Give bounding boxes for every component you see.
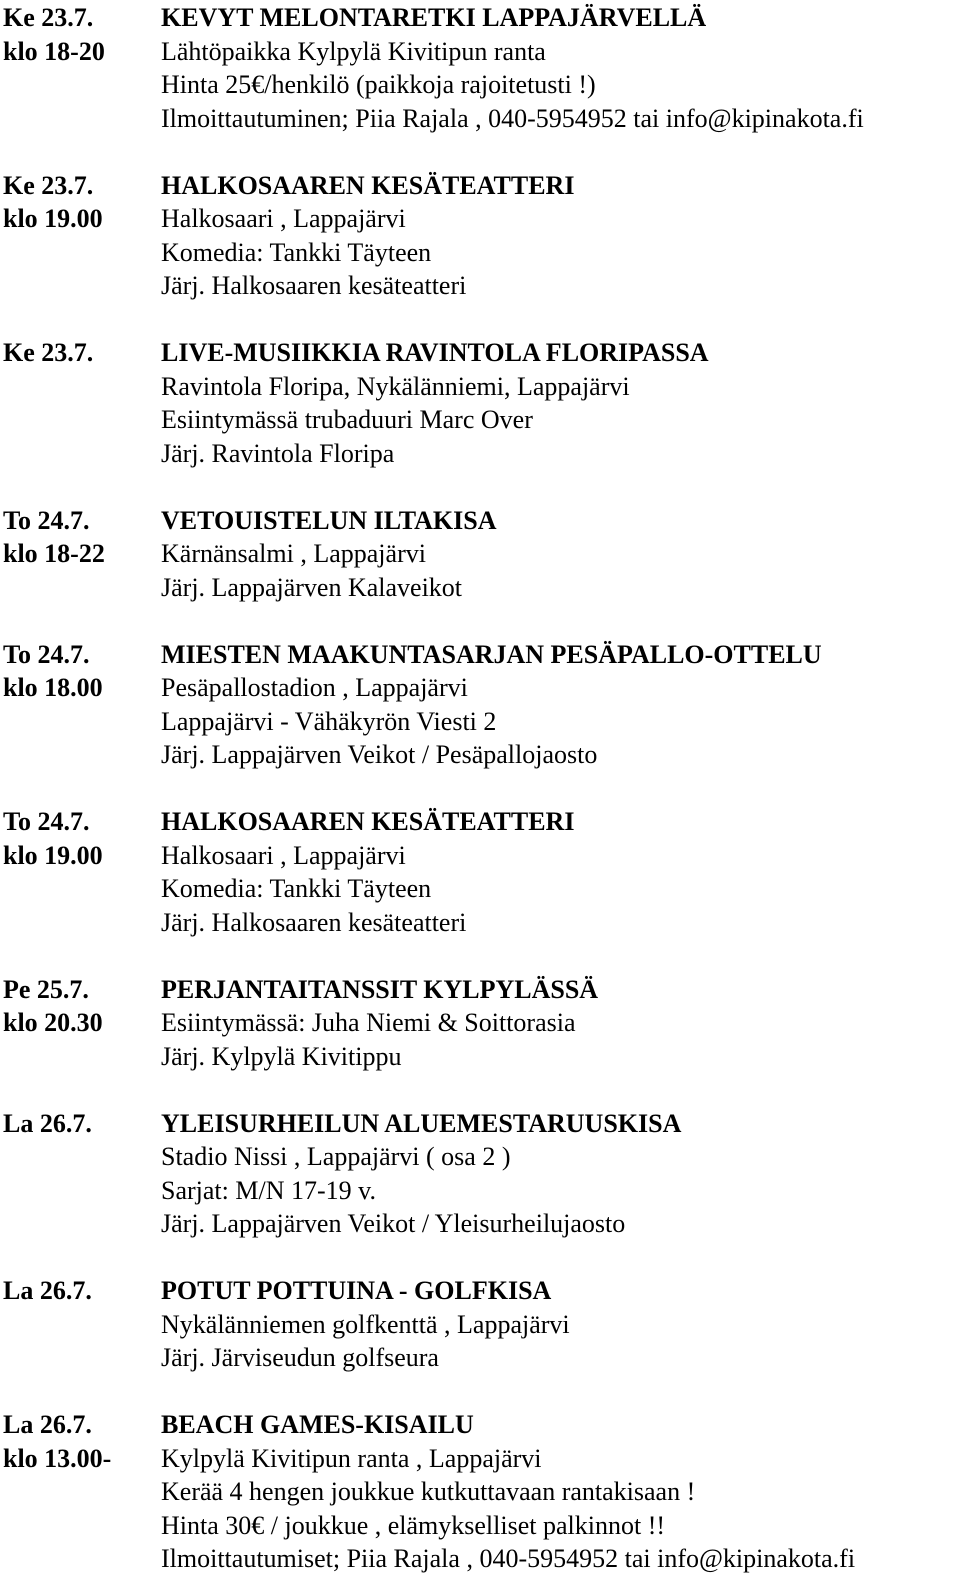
event-detail: Nykälänniemen golfkenttä , Lappajärvi: [161, 1309, 570, 1339]
event-time: klo 18-20: [3, 36, 105, 66]
event-title: HALKOSAAREN KESÄTEATTERI: [161, 807, 575, 836]
event-time: klo 19.00: [3, 204, 103, 233]
event-entry: [0, 504, 960, 605]
event-entry: [0, 1107, 960, 1241]
event-detail: Järj. Kylpylä Kivitippu: [161, 1041, 402, 1071]
event-info: [161, 973, 960, 1074]
event-detail: Kylpylä Kivitipun ranta , Lappajärvi: [161, 1443, 542, 1473]
event-date-time: [0, 638, 161, 772]
event-info: [161, 1408, 960, 1576]
event-day: Pe 25.7.: [3, 974, 89, 1004]
event-entry: [0, 336, 960, 470]
event-detail: Hinta 25€/henkilö (paikkoja rajoitetusti !): [161, 70, 596, 99]
event-entry: [0, 1, 960, 135]
event-date-time: [0, 1274, 161, 1375]
event-detail: Järj. Ravintola Floripa: [161, 438, 395, 468]
event-info: [161, 1107, 960, 1241]
event-time: klo 18-22: [3, 539, 105, 568]
event-info: [161, 504, 960, 605]
event-day: To 24.7.: [3, 639, 90, 669]
event-day: La 26.7.: [3, 1276, 92, 1305]
event-date-time: [0, 504, 161, 605]
event-detail: Järj. Halkosaaren kesäteatteri: [161, 907, 467, 937]
event-detail: Ravintola Floripa, Nykälänniemi, Lappajärvi: [161, 371, 630, 401]
event-detail: Esiintymässä trubaduuri Marc Over: [161, 405, 533, 434]
event-date-time: [0, 805, 161, 939]
event-info: [161, 638, 960, 772]
event-day: La 26.7.: [3, 1108, 92, 1138]
event-entry: [0, 973, 960, 1074]
event-date-time: [0, 169, 161, 303]
event-detail: Järj. Lappajärven Veikot / Pesäpallojaosto: [161, 740, 598, 769]
event-info: [161, 336, 960, 470]
event-title: KEVYT MELONTARETKI LAPPAJÄRVELLÄ: [161, 3, 707, 32]
event-time: klo 18.00: [3, 673, 103, 702]
event-detail: Komedia: Tankki Täyteen: [161, 874, 432, 903]
event-detail: Järj. Lappajärven Kalaveikot: [161, 572, 463, 602]
event-detail: Sarjat: M/N 17-19 v.: [161, 1175, 376, 1205]
event-info: [161, 805, 960, 939]
event-time: klo 13.00-: [3, 1443, 112, 1473]
event-entry: [0, 1274, 960, 1375]
event-detail: Ilmoittautumiset; Piia Rajala , 040-5954952 tai info@kipinakota.fi: [161, 1544, 856, 1573]
event-info: [161, 1, 960, 135]
event-time: klo 20.30: [3, 1008, 103, 1037]
event-title: MIESTEN MAAKUNTASARJAN PESÄPALLO-OTTELU: [161, 639, 822, 669]
event-day: Ke 23.7.: [3, 338, 94, 367]
event-detail: Järj. Lappajärven Veikot / Yleisurheilujaosto: [161, 1209, 626, 1238]
event-day: To 24.7.: [3, 505, 90, 535]
event-entry: [0, 1408, 960, 1576]
event-detail: Kärnänsalmi , Lappajärvi: [161, 539, 426, 568]
event-entry: [0, 169, 960, 303]
event-title: YLEISURHEILUN ALUEMESTARUUSKISA: [161, 1108, 682, 1138]
event-title: VETOUISTELUN ILTAKISA: [161, 505, 497, 535]
event-detail: Esiintymässä: Juha Niemi & Soittorasia: [161, 1008, 576, 1037]
event-title: POTUT POTTUINA - GOLFKISA: [161, 1276, 552, 1305]
event-title: BEACH GAMES-KISAILU: [161, 1410, 474, 1439]
event-day: Ke 23.7.: [3, 170, 94, 200]
event-title: HALKOSAAREN KESÄTEATTERI: [161, 170, 575, 200]
event-detail: Lappajärvi - Vähäkyrön Viesti 2: [161, 706, 497, 736]
event-detail: Halkosaari , Lappajärvi: [161, 840, 406, 870]
event-info: [161, 1274, 960, 1375]
event-date-time: [0, 1, 161, 135]
event-date-time: [0, 1408, 161, 1576]
event-detail: Pesäpallostadion , Lappajärvi: [161, 673, 468, 702]
event-detail: Lähtöpaikka Kylpylä Kivitipun ranta: [161, 36, 546, 66]
event-detail: Kerää 4 hengen joukkue kutkuttavaan rantakisaan !: [161, 1477, 696, 1506]
event-date-time: [0, 336, 161, 470]
event-detail: Stadio Nissi , Lappajärvi ( osa 2 ): [161, 1142, 511, 1171]
event-date-time: [0, 1107, 161, 1241]
event-day: Ke 23.7.: [3, 3, 94, 32]
event-title: LIVE-MUSIIKKIA RAVINTOLA FLORIPASSA: [161, 338, 709, 367]
event-day: To 24.7.: [3, 807, 90, 836]
event-entry: [0, 638, 960, 772]
event-detail: Järj. Halkosaaren kesäteatteri: [161, 271, 467, 300]
event-detail: Komedia: Tankki Täyteen: [161, 237, 432, 267]
event-time: klo 19.00: [3, 840, 103, 870]
event-day: La 26.7.: [3, 1410, 92, 1439]
event-detail: Halkosaari , Lappajärvi: [161, 204, 406, 233]
event-date-time: [0, 973, 161, 1074]
event-title: PERJANTAITANSSIT KYLPYLÄSSÄ: [161, 974, 599, 1004]
event-entry: [0, 805, 960, 939]
event-detail: Ilmoittautuminen; Piia Rajala , 040-5954952 tai info@kipinakota.fi: [161, 103, 864, 133]
event-detail: Hinta 30€ / joukkue , elämykselliset palkinnot !!: [161, 1510, 666, 1540]
event-info: [161, 169, 960, 303]
event-detail: Järj. Järviseudun golfseura: [161, 1343, 439, 1372]
